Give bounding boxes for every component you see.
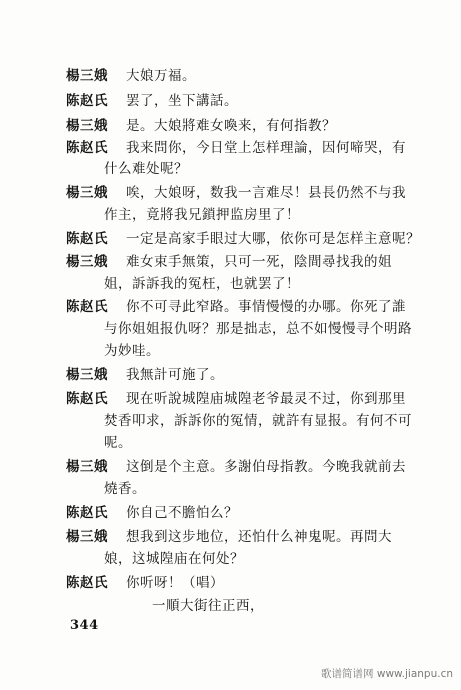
speaker-name: 楊三娥: [66, 459, 108, 475]
speaker-name: 楊三娥: [66, 68, 108, 84]
dialogue-text: 大娘万福。: [126, 68, 196, 84]
speaker-name: 楊三娥: [66, 529, 108, 545]
dialogue-continuation: 作主，竟將我兄鎖押监房里了！: [104, 207, 300, 223]
dialogue-continuation: 焚香叩求，訴訴你的冤情，就許有显报。有何不可: [104, 413, 412, 429]
speaker-name: 楊三娥: [66, 118, 108, 134]
dialogue-continuation: 娘，这城隍庙在何处？: [104, 551, 244, 567]
dialogue-text: 你自己不膽怕么？: [126, 505, 238, 521]
page-number: 344: [70, 618, 99, 633]
speaker-name: 陈赵氏: [66, 231, 108, 247]
dialogue-text: 唉，大娘呀，数我一言难尽！县長仍然不与我: [126, 185, 406, 201]
dialogue-continuation: 什么难处呢？: [104, 161, 188, 177]
dialogue-text: 现在听說城隍庙城隍老爷最灵不过，你到那里: [126, 391, 406, 407]
dialogue-text: 是。大娘將难女喚来，有何指教？: [126, 118, 336, 134]
speaker-name: 陈赵氏: [66, 299, 108, 315]
speaker-name: 陈赵氏: [66, 505, 108, 521]
dialogue-text: 这倒是个主意。多謝伯母指教。今晚我就前去: [126, 459, 406, 475]
speaker-name: 陈赵氏: [66, 93, 108, 109]
dialogue-text: 罢了，坐下講話。: [126, 93, 238, 109]
speaker-name: 楊三娥: [66, 185, 108, 201]
sung-verse-line: 一順大街往正西，: [152, 598, 264, 614]
dialogue-text: 我来問你，今日堂上怎样理論，因何啼哭，有: [126, 140, 406, 156]
dialogue-text: 一定是高家手眼过大哪，依你可是怎样主意呢？: [126, 231, 420, 247]
dialogue-text: 我無計可施了。: [126, 367, 224, 383]
speaker-name: 楊三娥: [66, 367, 108, 383]
speaker-name: 陈赵氏: [66, 575, 108, 591]
site-watermark: 歌谱简谱网 www.jianpu.cn: [321, 668, 453, 680]
dialogue-continuation: 燒香。: [104, 481, 146, 497]
dialogue-continuation: 姐，訴訴我的冤枉，也就罢了！: [104, 276, 300, 292]
dialogue-text: 难女束手無策，只可一死，陰間尋找我的姐: [126, 254, 392, 270]
speaker-name: 陈赵氏: [66, 140, 108, 156]
dialogue-text: 想我到这步地位，还怕什么神鬼呢。再問大: [126, 529, 392, 545]
speaker-name: 楊三娥: [66, 254, 108, 270]
dialogue-text: 你听呀！（唱）: [126, 575, 224, 591]
speaker-name: 陈赵氏: [66, 391, 108, 407]
dialogue-text: 你不可寻此窄路。事情慢慢的办哪。你死了誰: [126, 299, 406, 315]
dialogue-continuation: 与你姐姐报仇呀？那是拙志，总不如慢慢寻个明路: [104, 321, 412, 337]
dialogue-continuation: 为妙哇。: [104, 343, 160, 359]
dialogue-continuation: 呢。: [104, 435, 132, 451]
